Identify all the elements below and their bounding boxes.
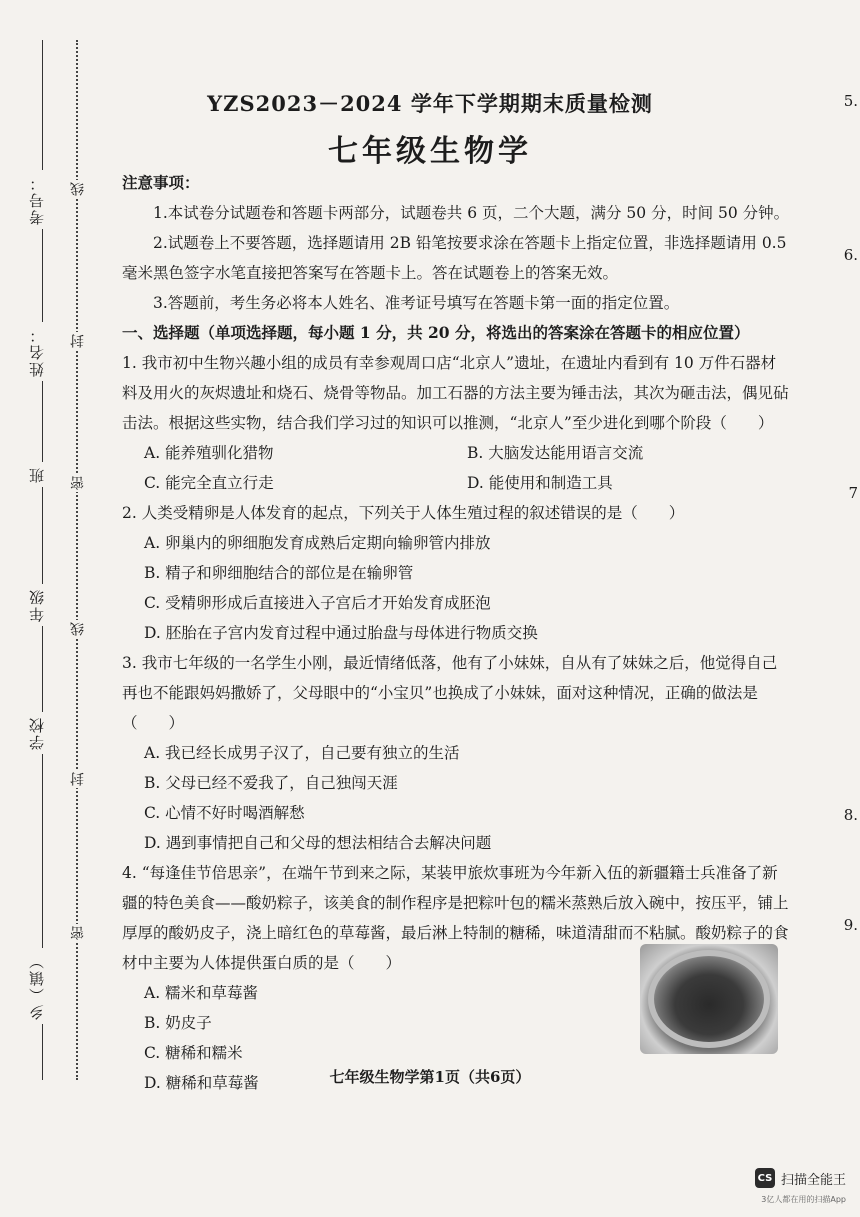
- option: D. 糖稀和草莓酱: [144, 1074, 259, 1092]
- right-margin-number: 5.: [843, 92, 858, 110]
- seal-word: 密: [70, 476, 86, 490]
- scanner-app-name: 扫描全能王: [780, 1172, 846, 1188]
- notice-item: 1.本试卷分试题卷和答题卡两部分，试题卷共 6 页，二个大题，满分 50 分，时间 50 分钟。: [153, 204, 790, 222]
- option-row: [122, 468, 790, 498]
- option: A. 卵巢内的卵细胞发育成熟后定期向输卵管内排放: [144, 534, 491, 552]
- option: C. 心情不好时喝酒解愁: [144, 804, 305, 822]
- option: A. 糯米和草莓酱: [144, 984, 259, 1002]
- notice-item: 2.试题卷上不要答题，选择题请用 2B 铅笔按要求涂在答题卡上指定位置，非选择题请用 0.5 毫米黑色签字水笔直接把答案写在答题卡上。答在试题卷上的答案无效。: [122, 234, 787, 282]
- option: D. 能使用和制造工具: [467, 474, 613, 492]
- question-stem: 4. “每逢佳节倍思亲”，在端午节到来之际，某装甲旅炊事班为今年新入伍的新疆籍士兵准备了新疆的特色美食——酸奶粽子，该美食的制作程序是把粽叶包的糯米蒸熟后放入碗中，按压平，铺上厚厚的酸奶皮子，浇上暗红色的草莓酱，最后淋上特制的糖稀，味道清甜而不粘腻。酸奶粽子的食材中主要为人体提供蛋白质的是（ ）: [122, 864, 789, 972]
- camscanner-logo-icon: CS: [755, 1168, 775, 1188]
- right-margin-number: 6.: [843, 246, 858, 264]
- option: D. 遇到事情把自己和父母的想法相结合去解决问题: [144, 834, 492, 852]
- option: B. 大脑发达能用语言交流: [467, 444, 644, 462]
- option: B. 精子和卵细胞结合的部位是在输卵管: [144, 564, 414, 582]
- notice-heading: 注意事项：: [122, 173, 200, 192]
- page-footer: 七年级生物学第1页（共6页）: [329, 1068, 531, 1086]
- seal-word: 线: [70, 182, 86, 196]
- option: C. 能完全直立行走: [144, 474, 274, 492]
- question-stem: 2. 人类受精卵是人体发育的起点，下列关于人体生殖过程的叙述错误的是（ ）: [122, 504, 685, 522]
- school-label: 学校: [26, 712, 47, 754]
- class-label: 班: [26, 462, 47, 487]
- question-stem: 1. 我市初中生物兴趣小组的成员有幸参观周口店“北京人”遗址，在遗址内看到有 10 万件石器材料及用火的灰烬遗址和烧石、烧骨等物品。加工石器的方法主要为锤击法，其次为砸击法，偶见砧击法。根据这些实物，结合我们学习过的知识可以推测，“北京人”至少进化到哪个阶段（ ）: [122, 354, 789, 432]
- seal-word: 线: [70, 622, 86, 636]
- option-row: [122, 438, 790, 468]
- question-stem: 3. 我市七年级的一名学生小刚，最近情绪低落，他有了小妹妹，自从有了妹妹之后，他觉得自己再也不能跟妈妈撒娇了，父母眼中的“小宝贝”也换成了小妹妹，面对这种情况，正确的做法是（ ）: [122, 654, 778, 732]
- seal-word: 封: [70, 334, 86, 348]
- exam-number-label: 考号：: [26, 170, 47, 229]
- grade-label: 年级: [26, 584, 47, 626]
- bowl-rim: [648, 950, 770, 1048]
- option: C. 受精卵形成后直接进入子宫后才开始发育成胚泡: [144, 594, 491, 612]
- option: B. 父母已经不爱我了，自己独闯天涯: [144, 774, 398, 792]
- seal-word: 封: [70, 772, 86, 786]
- seal-word: 密: [70, 926, 86, 940]
- notice-item: 3.答题前，考生务必将本人姓名、准考证号填写在答题卡第一面的指定位置。: [153, 294, 680, 312]
- scanner-tagline: 3亿人都在用的扫描App: [761, 1195, 846, 1204]
- option: A. 能养殖驯化猎物: [144, 444, 274, 462]
- scanner-watermark: [755, 1168, 846, 1188]
- subject-title: 七年级生物学: [328, 134, 532, 169]
- section-heading: 一、选择题（单项选择题，每小题 1 分，共 20 分，将选出的答案涂在答题卡的相应位置）: [122, 323, 750, 342]
- name-label: 姓名：: [26, 322, 47, 381]
- right-margin-number: 9.: [843, 916, 858, 934]
- township-label: 乡（镇）: [26, 948, 47, 1024]
- right-margin-number: 7: [848, 484, 858, 502]
- option: D. 胚胎在子宫内发育过程中通过胎盘与母体进行物质交换: [144, 624, 538, 642]
- exam-title: YZS2023－2024 学年下学期期末质量检测: [207, 91, 653, 116]
- option: B. 奶皮子: [144, 1014, 212, 1032]
- option: C. 糖稀和糯米: [144, 1044, 243, 1062]
- option: A. 我已经长成男子汉了，自己要有独立的生活: [144, 744, 460, 762]
- yogurt-zongzi-photo: [640, 944, 778, 1054]
- right-margin-number: 8.: [843, 806, 858, 824]
